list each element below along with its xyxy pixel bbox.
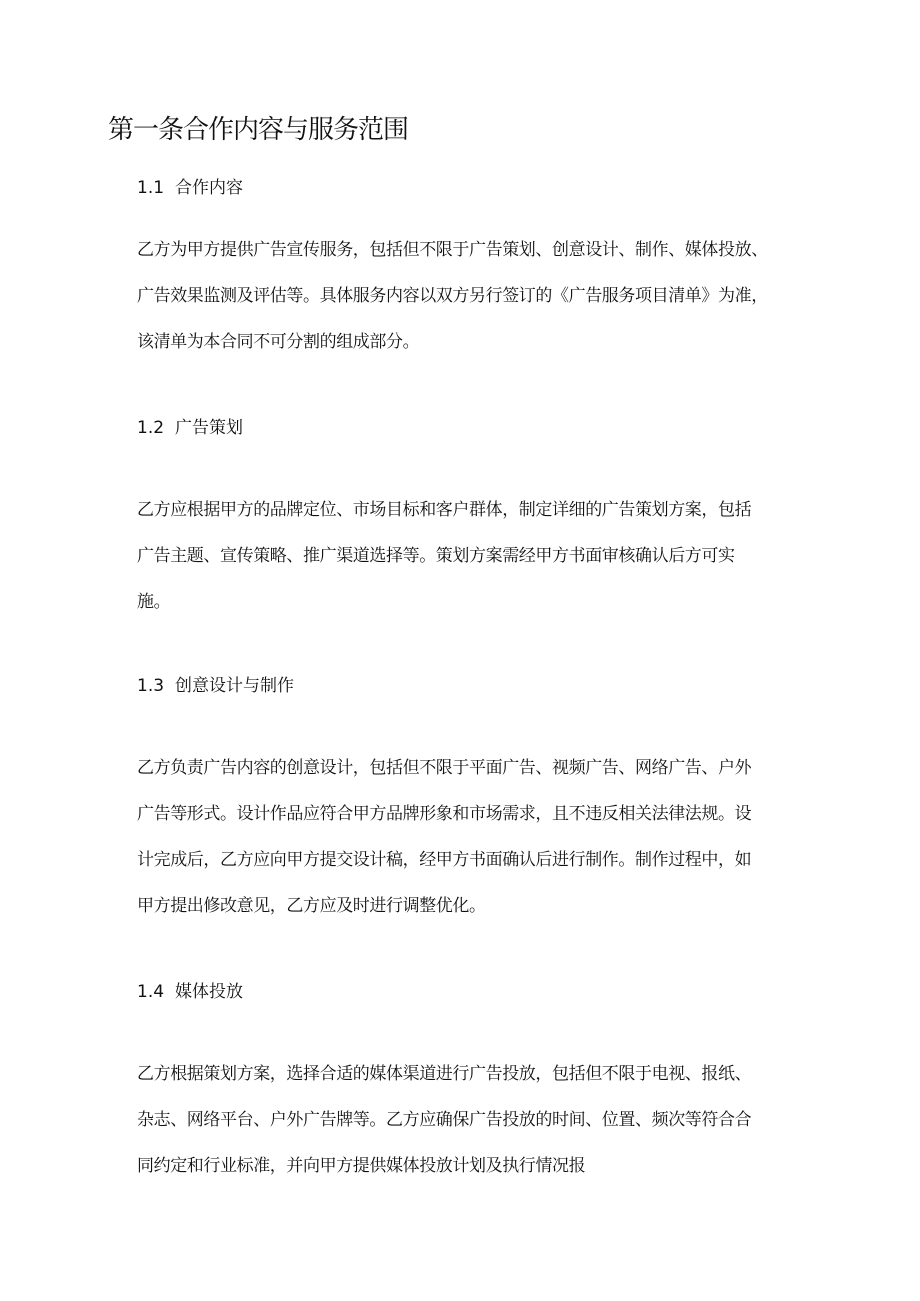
paragraph-line: 该清单为本合同不可分割的组成部分。 xyxy=(137,332,420,352)
section-number: 1.1 xyxy=(137,178,165,198)
section-paragraph xyxy=(137,1051,797,1189)
section-heading xyxy=(137,674,294,698)
section-title: 媒体投放 xyxy=(175,982,243,1002)
paragraph-line: 乙方负责广告内容的创意设计，包括但不限于平面广告、视频广告、网络广告、户外 xyxy=(137,758,752,778)
section-heading xyxy=(137,980,243,1004)
section-number: 1.4 xyxy=(137,982,165,1002)
section-title: 广告策划 xyxy=(175,418,243,438)
section-heading xyxy=(137,176,243,200)
section-title: 创意设计与制作 xyxy=(175,676,294,696)
paragraph-line: 广告等形式。设计作品应符合甲方品牌形象和市场需求，且不违反相关法律法规。设 xyxy=(137,804,752,824)
section-title: 合作内容 xyxy=(175,178,243,198)
paragraph-line: 乙方为甲方提供广告宣传服务，包括但不限于广告策划、创意设计、制作、媒体投放、 xyxy=(137,240,768,260)
section-paragraph xyxy=(137,487,797,625)
section-paragraph xyxy=(137,745,797,929)
paragraph-line: 乙方应根据甲方的品牌定位、市场目标和客户群体，制定详细的广告策划方案，包括 xyxy=(137,500,752,520)
section-number: 1.3 xyxy=(137,676,165,696)
paragraph-line: 乙方根据策划方案，选择合适的媒体渠道进行广告投放，包括但不限于电视、报纸、 xyxy=(137,1064,752,1084)
section-paragraph xyxy=(137,227,797,365)
section-heading xyxy=(137,416,243,440)
paragraph-line: 杂志、网络平台、户外广告牌等。乙方应确保广告投放的时间、位置、频次等符合合 xyxy=(137,1110,752,1130)
paragraph-line: 同约定和行业标准，并向甲方提供媒体投放计划及执行情况报 xyxy=(137,1156,586,1176)
paragraph-line: 计完成后，乙方应向甲方提交设计稿，经甲方书面确认后进行制作。制作过程中，如 xyxy=(137,850,752,870)
paragraph-line: 广告主题、宣传策略、推广渠道选择等。策划方案需经甲方书面审核确认后方可实 xyxy=(137,546,735,566)
paragraph-line: 甲方提出修改意见，乙方应及时进行调整优化。 xyxy=(137,896,486,916)
paragraph-line: 广告效果监测及评估等。具体服务内容以双方另行签订的《广告服务项目清单》为准， xyxy=(137,286,768,306)
section-number: 1.2 xyxy=(137,418,165,438)
paragraph-line: 施。 xyxy=(137,592,171,612)
article-title: 第一条合作内容与服务范围 xyxy=(108,115,409,145)
